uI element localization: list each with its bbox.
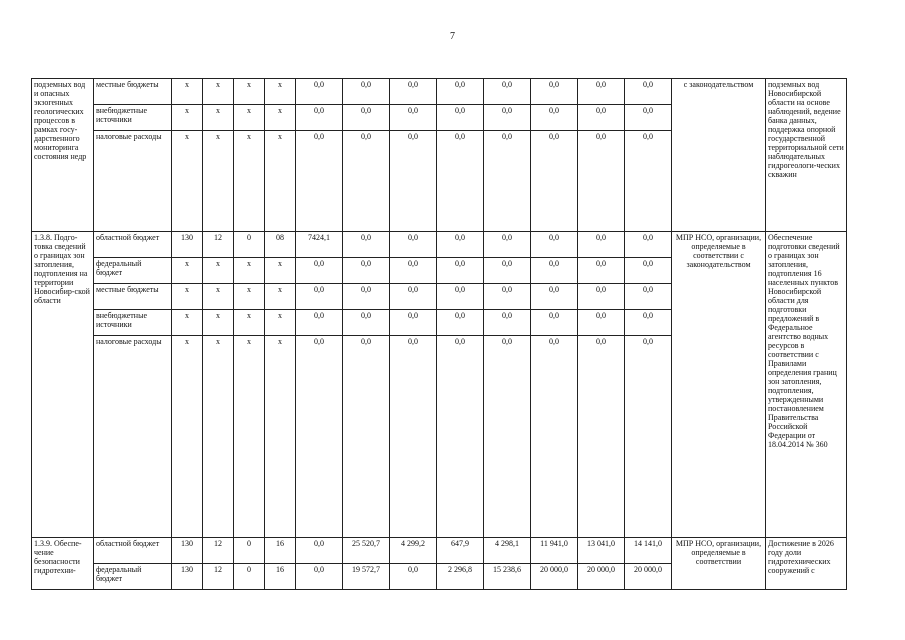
value-cell: 0,0: [531, 105, 578, 131]
value-cell: 7424,1: [296, 232, 343, 258]
value-cell: 0,0: [484, 131, 531, 232]
value-cell: 0,0: [625, 258, 672, 284]
value-cell: х: [172, 258, 203, 284]
value-cell: х: [203, 258, 234, 284]
value-cell: 0,0: [390, 564, 437, 590]
value-cell: 0,0: [390, 131, 437, 232]
value-cell: х: [265, 310, 296, 336]
measure-title-cell: 1.3.9. Обеспе-чение безопасности гидротехни-: [32, 538, 94, 590]
expected-result-cell: Достижение в 2026 году доли гидротехнических сооружений с: [766, 538, 847, 590]
value-cell: 0,0: [343, 284, 390, 310]
value-cell: 19 572,7: [343, 564, 390, 590]
value-cell: 0: [234, 564, 265, 590]
value-cell: 0,0: [296, 131, 343, 232]
value-cell: 20 000,0: [625, 564, 672, 590]
funding-source-cell: налоговые расходы: [94, 131, 172, 232]
value-cell: 0,0: [343, 310, 390, 336]
program-measures-table: [31, 78, 847, 590]
value-cell: х: [234, 79, 265, 105]
value-cell: 15 238,6: [484, 564, 531, 590]
value-cell: 130: [172, 232, 203, 258]
value-cell: 20 000,0: [578, 564, 625, 590]
value-cell: 0,0: [343, 131, 390, 232]
value-cell: 0,0: [578, 131, 625, 232]
value-cell: х: [172, 336, 203, 538]
value-cell: 0,0: [437, 310, 484, 336]
value-cell: 0,0: [437, 284, 484, 310]
funding-source-cell: внебюджетные источники: [94, 310, 172, 336]
value-cell: 12: [203, 564, 234, 590]
value-cell: 16: [265, 538, 296, 564]
value-cell: 0,0: [343, 258, 390, 284]
table-row: [32, 232, 847, 258]
value-cell: 0,0: [296, 284, 343, 310]
value-cell: 13 041,0: [578, 538, 625, 564]
value-cell: 0,0: [625, 79, 672, 105]
measure-title-cell: подземных вод и опасных экзогенных геологических процессов в рамках госу-дарственного мониторинга состояния недр: [32, 79, 94, 232]
value-cell: 0,0: [578, 310, 625, 336]
value-cell: 0,0: [578, 105, 625, 131]
value-cell: 14 141,0: [625, 538, 672, 564]
value-cell: 0,0: [625, 131, 672, 232]
value-cell: 0,0: [437, 336, 484, 538]
measure-title-cell: 1.3.8. Подго-товка сведений о границах зон затопления, подтопления на территории Новосибир-ской области: [32, 232, 94, 538]
value-cell: 0,0: [296, 258, 343, 284]
value-cell: 0,0: [531, 336, 578, 538]
value-cell: 0,0: [343, 336, 390, 538]
funding-source-cell: областной бюджет: [94, 538, 172, 564]
value-cell: 0,0: [625, 105, 672, 131]
value-cell: 0,0: [343, 105, 390, 131]
value-cell: 0,0: [625, 336, 672, 538]
value-cell: 0,0: [484, 105, 531, 131]
funding-source-cell: областной бюджет: [94, 232, 172, 258]
value-cell: х: [203, 284, 234, 310]
expected-result-cell: Обеспечение подготовки сведений о границах зон затопления, подтопления 16 населенных пунктов Новосибирской области для подготовки предложений в Федеральное агентство водных ресурсов в соответствии с Правилами определения границ зон затопления, подтопления, утвержденными постановлением Правительства Российской Федерации от 18.04.2014 № 360: [766, 232, 847, 538]
value-cell: 0,0: [484, 79, 531, 105]
executor-cell: МПР НСО, организации, определяемые в соответствии: [672, 538, 766, 590]
page-number: 7: [450, 31, 455, 42]
value-cell: 0,0: [578, 258, 625, 284]
table-row: [32, 538, 847, 564]
value-cell: х: [234, 131, 265, 232]
value-cell: 0,0: [531, 284, 578, 310]
value-cell: х: [265, 79, 296, 105]
executor-cell: МПР НСО, организации, определяемые в соответствии с законодательством: [672, 232, 766, 538]
value-cell: х: [203, 336, 234, 538]
value-cell: 0,0: [343, 232, 390, 258]
value-cell: 0,0: [390, 310, 437, 336]
value-cell: х: [234, 284, 265, 310]
value-cell: 0,0: [437, 258, 484, 284]
value-cell: х: [234, 258, 265, 284]
value-cell: 0,0: [484, 232, 531, 258]
value-cell: 0,0: [437, 79, 484, 105]
value-cell: 0,0: [343, 79, 390, 105]
value-cell: 0,0: [296, 310, 343, 336]
value-cell: 0,0: [390, 284, 437, 310]
value-cell: 0,0: [484, 284, 531, 310]
value-cell: 130: [172, 564, 203, 590]
value-cell: 0,0: [437, 131, 484, 232]
value-cell: х: [172, 79, 203, 105]
funding-source-cell: налоговые расходы: [94, 336, 172, 538]
value-cell: х: [265, 131, 296, 232]
value-cell: х: [172, 284, 203, 310]
funding-source-cell: местные бюджеты: [94, 284, 172, 310]
value-cell: х: [265, 258, 296, 284]
value-cell: 0,0: [531, 258, 578, 284]
value-cell: х: [234, 336, 265, 538]
value-cell: 16: [265, 564, 296, 590]
value-cell: 0,0: [625, 310, 672, 336]
value-cell: 0,0: [531, 310, 578, 336]
value-cell: х: [203, 105, 234, 131]
value-cell: 0,0: [484, 258, 531, 284]
value-cell: 0,0: [296, 105, 343, 131]
value-cell: 0,0: [390, 232, 437, 258]
value-cell: х: [265, 336, 296, 538]
value-cell: 0,0: [625, 232, 672, 258]
value-cell: 0,0: [437, 232, 484, 258]
value-cell: 0,0: [296, 336, 343, 538]
value-cell: 20 000,0: [531, 564, 578, 590]
value-cell: х: [203, 79, 234, 105]
funding-source-cell: федеральный бюджет: [94, 258, 172, 284]
value-cell: х: [265, 105, 296, 131]
value-cell: х: [234, 310, 265, 336]
value-cell: 0,0: [390, 105, 437, 131]
value-cell: 0,0: [531, 232, 578, 258]
value-cell: 12: [203, 538, 234, 564]
value-cell: х: [172, 131, 203, 232]
value-cell: х: [265, 284, 296, 310]
value-cell: 11 941,0: [531, 538, 578, 564]
value-cell: 0,0: [578, 232, 625, 258]
funding-source-cell: федеральный бюджет: [94, 564, 172, 590]
value-cell: 4 299,2: [390, 538, 437, 564]
value-cell: х: [203, 131, 234, 232]
value-cell: 0,0: [296, 564, 343, 590]
value-cell: 130: [172, 538, 203, 564]
value-cell: 08: [265, 232, 296, 258]
value-cell: 0,0: [484, 310, 531, 336]
table-row: [32, 79, 847, 105]
value-cell: 25 520,7: [343, 538, 390, 564]
value-cell: 0,0: [390, 258, 437, 284]
funding-source-cell: местные бюджеты: [94, 79, 172, 105]
value-cell: 647,9: [437, 538, 484, 564]
value-cell: 0,0: [578, 79, 625, 105]
value-cell: 0,0: [578, 284, 625, 310]
value-cell: 12: [203, 232, 234, 258]
value-cell: 4 298,1: [484, 538, 531, 564]
value-cell: х: [234, 105, 265, 131]
value-cell: 0,0: [531, 131, 578, 232]
value-cell: 0,0: [484, 336, 531, 538]
value-cell: 0,0: [296, 79, 343, 105]
value-cell: 0,0: [296, 538, 343, 564]
value-cell: 0: [234, 538, 265, 564]
value-cell: 0,0: [390, 79, 437, 105]
executor-cell: с законодательством: [672, 79, 766, 232]
value-cell: х: [203, 310, 234, 336]
value-cell: 0,0: [531, 79, 578, 105]
value-cell: 0,0: [578, 336, 625, 538]
value-cell: 0: [234, 232, 265, 258]
value-cell: 2 296,8: [437, 564, 484, 590]
value-cell: 0,0: [437, 105, 484, 131]
value-cell: х: [172, 105, 203, 131]
value-cell: 0,0: [390, 336, 437, 538]
value-cell: 0,0: [625, 284, 672, 310]
funding-source-cell: внебюджетные источники: [94, 105, 172, 131]
value-cell: х: [172, 310, 203, 336]
expected-result-cell: подземных вод Новосибирской области на основе наблюдений, ведение банка данных, поддержка опорной государственной территориальной сети наблюдательных гидрогеологи-ческих скважин: [766, 79, 847, 232]
